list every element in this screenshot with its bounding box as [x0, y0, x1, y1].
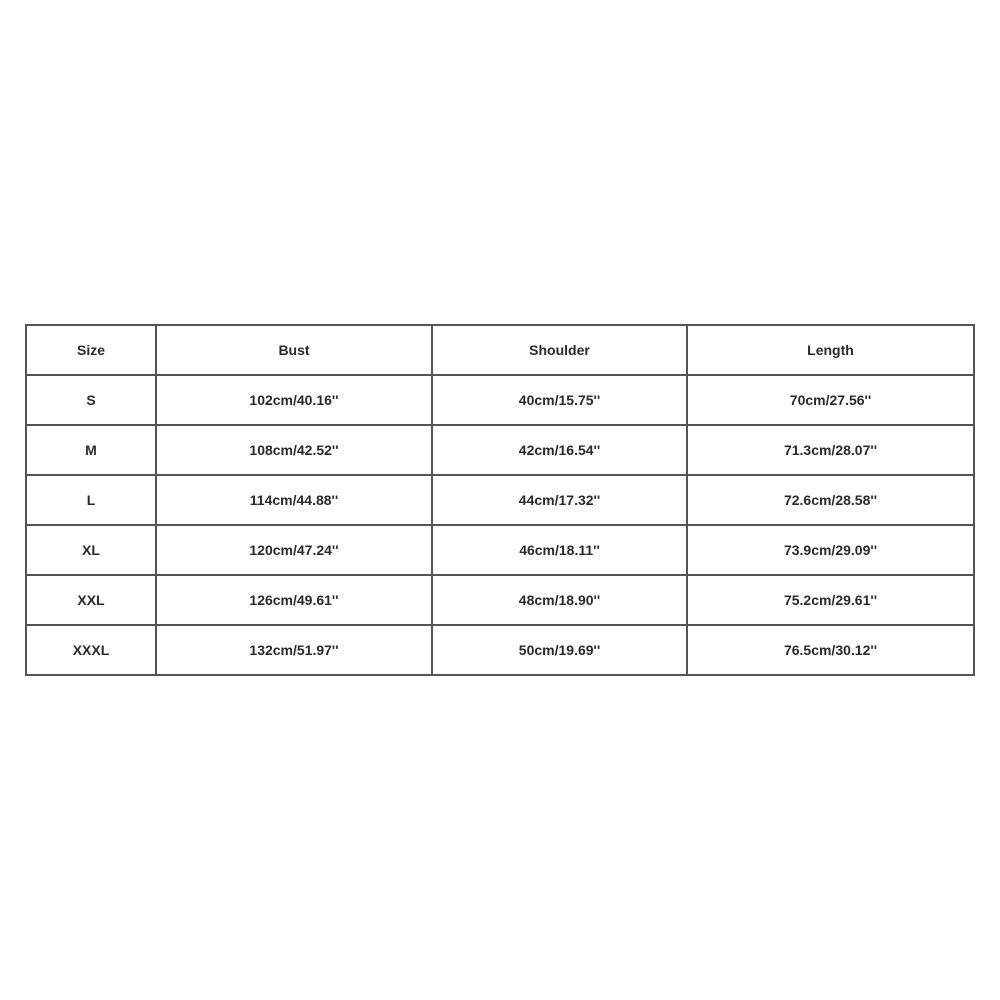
cell-size: XL	[26, 525, 156, 575]
cell-size: XXL	[26, 575, 156, 625]
header-length: Length	[687, 325, 974, 375]
cell-bust: 126cm/49.61''	[156, 575, 432, 625]
table-row	[26, 575, 974, 625]
table-row	[26, 625, 974, 675]
header-shoulder: Shoulder	[432, 325, 687, 375]
cell-size: M	[26, 425, 156, 475]
cell-size: XXXL	[26, 625, 156, 675]
cell-bust: 132cm/51.97''	[156, 625, 432, 675]
size-chart-table	[25, 324, 975, 676]
cell-shoulder: 42cm/16.54''	[432, 425, 687, 475]
cell-length: 73.9cm/29.09''	[687, 525, 974, 575]
header-size: Size	[26, 325, 156, 375]
cell-shoulder: 44cm/17.32''	[432, 475, 687, 525]
cell-length: 70cm/27.56''	[687, 375, 974, 425]
cell-length: 76.5cm/30.12''	[687, 625, 974, 675]
cell-size: S	[26, 375, 156, 425]
cell-shoulder: 46cm/18.11''	[432, 525, 687, 575]
table-header-row	[26, 325, 974, 375]
cell-bust: 120cm/47.24''	[156, 525, 432, 575]
table-row	[26, 475, 974, 525]
table-row	[26, 525, 974, 575]
cell-shoulder: 40cm/15.75''	[432, 375, 687, 425]
cell-shoulder: 50cm/19.69''	[432, 625, 687, 675]
cell-bust: 102cm/40.16''	[156, 375, 432, 425]
cell-bust: 114cm/44.88''	[156, 475, 432, 525]
header-bust: Bust	[156, 325, 432, 375]
table-row	[26, 375, 974, 425]
table-row	[26, 425, 974, 475]
cell-length: 75.2cm/29.61''	[687, 575, 974, 625]
cell-length: 72.6cm/28.58''	[687, 475, 974, 525]
cell-size: L	[26, 475, 156, 525]
cell-length: 71.3cm/28.07''	[687, 425, 974, 475]
cell-shoulder: 48cm/18.90''	[432, 575, 687, 625]
cell-bust: 108cm/42.52''	[156, 425, 432, 475]
